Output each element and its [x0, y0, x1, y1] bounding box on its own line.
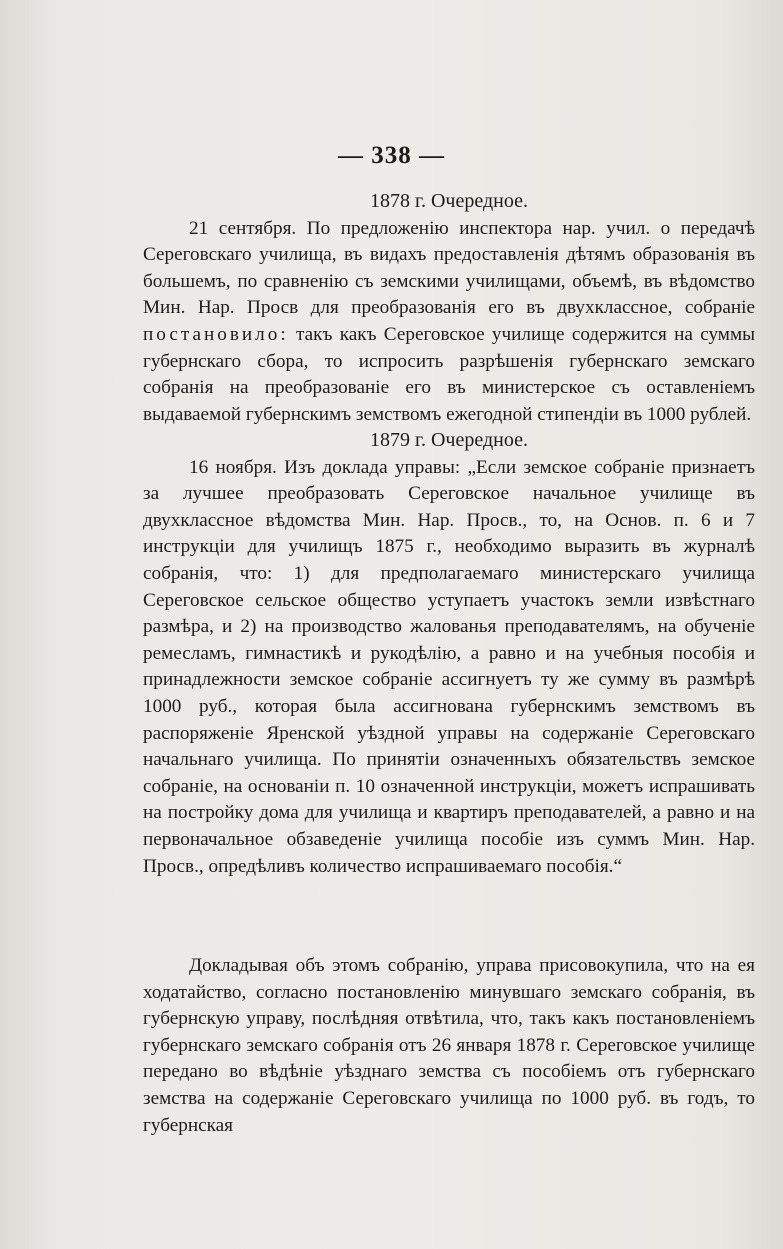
response-paragraph: Докладывая объ этомъ собранію, управа присовокупила, что на ея ходатайство, согласно постановленію минувшаго земскаго собранія, въ губернскую управу, послѣдняя отвѣтила, что, такъ какъ постановленіемъ губернскаго земскаго собранія отъ 26 января 1878 г. Сереговское училище передано во вѣдѣніе уѣзднаго земства съ пособіемъ отъ губернскаго земства на содержаніе Сереговскаго училища по 1000 руб. въ годъ, то губернская — [143, 955, 755, 1136]
page-number: — 338 — — [338, 142, 445, 169]
section-1879-paragraph: 16 ноября. Изъ доклада управы: „Если земское собраніе признаетъ за лучшее преобразовать Сереговское начальное училище въ двухклассное вѣдомства Мин. Нар. Просв., то, на Основ. п. 6 и 7 инструкціи для училищъ 1875 г., необходимо выразить въ журналѣ собранія, что: 1) для предполагаемаго министерскаго училища Сереговское сельское общество уступаетъ участокъ земли извѣстнаго размѣра, и 2) на производство жалованья преподавателямъ, на обученіе ремесламъ, гимнастикѣ и рукодѣлію, а равно и на учебныя пособія и принадлежности земское собраніе ассигнуетъ ту же сумму въ размѣрѣ 1000 руб., которая была ассигнована губернскимъ земствомъ въ распоряженіе Яренской уѣздной управы на содержаніе Сереговскаго начальнаго училища. По принятіи означенныхъ обязательствъ земское собраніе, на основаніи п. 10 означенной инструкціи, можетъ испрашивать на постройку дома для училища и квартиръ преподавателей, а равно и на первоначальное обзаведеніе училища пособіе изъ суммъ Мин. Нар. Просв., опредѣливъ количество испрашиваемаго пособія.“ — [143, 456, 755, 877]
section-1878-heading: 1878 г. Очередное. — [370, 190, 528, 212]
section-1879-heading: 1879 г. Очередное. — [370, 429, 528, 451]
section-1878-text-end: такъ какъ Сереговское училище содержится на суммы губернскаго сбора, то испросить разрѣшенія губернскаго земскаго собранія на преобразованіе его въ министерское съ оставленіемъ выдаваемой губернскимъ земствомъ ежегодной стипендіи въ 1000 рублей. — [143, 323, 755, 425]
section-1878 — [143, 188, 755, 428]
section-1878-paragraph — [143, 216, 755, 429]
section-1879 — [143, 427, 755, 880]
resolution-emphasis: постановило: — [143, 323, 289, 345]
section-1878-text-start: 21 сентября. По предложенію инспектора нар. учил. о передачѣ Сереговскаго училища, въ видахъ предоставленія дѣтямъ образованія въ большемъ, по сравненію съ земскими училищами, объемѣ, въ вѣдомство Мин. Нар. Просв для преобразованія его въ двухклассное, собраніе — [143, 217, 755, 319]
section-response — [143, 953, 755, 1139]
